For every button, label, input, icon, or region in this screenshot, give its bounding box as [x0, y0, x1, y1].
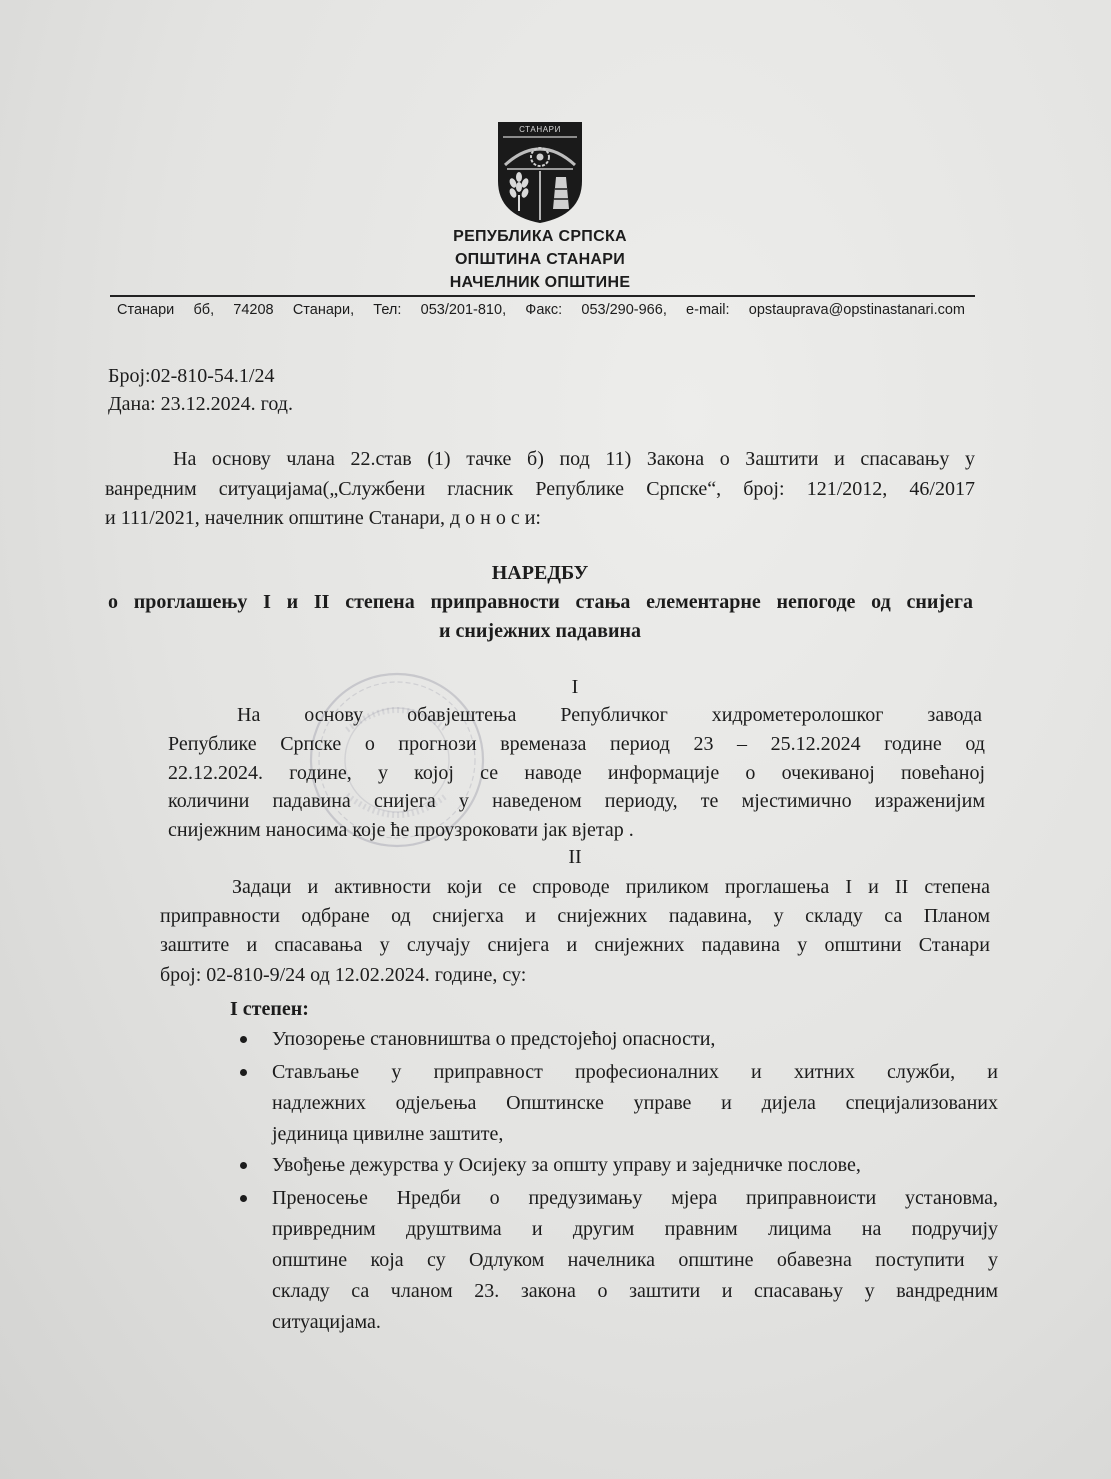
- section-heading: II: [568, 846, 582, 868]
- section-line: снијежним наносима које ће проузроковати јак вјетар .: [168, 819, 634, 841]
- contact-line: Станари бб, 74208 Станари, Тел: 053/201-810, Факс: 053/290-966, e-mail: opstauprava@opstinastanari.com: [117, 302, 965, 318]
- list-item-line: Увођење дежурства у Осијеку за општу управу и заједничке послове,: [272, 1154, 861, 1176]
- document-number: Број:02-810-54.1/24: [108, 365, 275, 387]
- list-item-line: Стављање у приправност професионалних и хитних служби, и: [272, 1061, 998, 1083]
- list-item-line: јединица цивилне заштите,: [272, 1123, 504, 1145]
- header-rule: [110, 295, 975, 297]
- bullet-icon: [240, 1162, 247, 1169]
- section-line: Републике Српске о прогнози временаза период 23 – 25.12.2024 године од: [168, 733, 985, 755]
- list-item-line: надлежних одјељења Општинске управе и дијела специјализованих: [272, 1092, 998, 1114]
- letterhead-office: НАЧЕЛНИК ОПШТИНЕ: [449, 274, 631, 291]
- list-item-line: ситуацијама.: [272, 1311, 381, 1333]
- list-item-line: општине која су Одлуком начелника општине обавезна поступити у: [272, 1249, 998, 1271]
- list-item-line: складу са чланом 23. закона о заштити и спасавању у вандредним: [272, 1280, 998, 1302]
- order-subtitle-line: о проглашењу I и II степена приправности стања елементарне непогоде од снијега: [108, 591, 973, 613]
- section-line: На основу обавјештења Републичког хидрометеролошког завода: [237, 704, 982, 726]
- intro-line: и 111/2021, начелник општине Станари, д о н о с и:: [105, 507, 541, 529]
- order-subtitle-line: и снијежних падавина: [438, 620, 642, 642]
- section-line: приправности одбране од снијегха и снијежних падавина, у складу са Планом: [160, 905, 990, 927]
- bullet-icon: [240, 1036, 247, 1043]
- order-title: НАРЕДБУ: [491, 562, 589, 584]
- letterhead-municipality: ОПШТИНА СТАНАРИ: [454, 251, 626, 268]
- letterhead-republic: РЕПУБЛИКА СРПСКА: [453, 228, 627, 245]
- section-line: 22.12.2024. године, у којој се наводе информације о очекиваној повећаној: [168, 762, 985, 784]
- list-item-line: Преносење Нредби о предузимању мјера приправноисти установма,: [272, 1187, 998, 1209]
- section-line: количини падавина снијега у наведеном периоду, те мјестимично израженијим: [168, 790, 985, 812]
- section-heading: I: [571, 676, 579, 698]
- section-line: заштите и спасавања у случају снијега и снијежних падавина у општини Станари: [160, 934, 990, 956]
- list-item-line: Упозорење становништва о предстојећој опасности,: [272, 1028, 716, 1050]
- coat-of-arms-logo: [495, 119, 585, 225]
- section-line: број: 02-810-9/24 од 12.02.2024. године, су:: [160, 964, 527, 986]
- logo-text: СТАНАРИ: [519, 125, 561, 134]
- level-heading: I степен:: [230, 998, 309, 1020]
- list-item-line: привредним друштвима и другим правним лицима на подручију: [272, 1218, 998, 1240]
- intro-line: ванредним ситуацијама(„Службени гласник Републике Српске“, број: 121/2012, 46/2017: [105, 478, 975, 500]
- bullet-icon: [240, 1069, 247, 1076]
- intro-line: На основу члана 22.став (1) тачке б) под 11) Закона о Заштити и спасавању у: [173, 448, 975, 470]
- bullet-icon: [240, 1195, 247, 1202]
- document-date: Дана: 23.12.2024. год.: [108, 393, 293, 415]
- section-line: Задаци и активности који се спроводе приликом проглашења I и II степена: [232, 876, 990, 898]
